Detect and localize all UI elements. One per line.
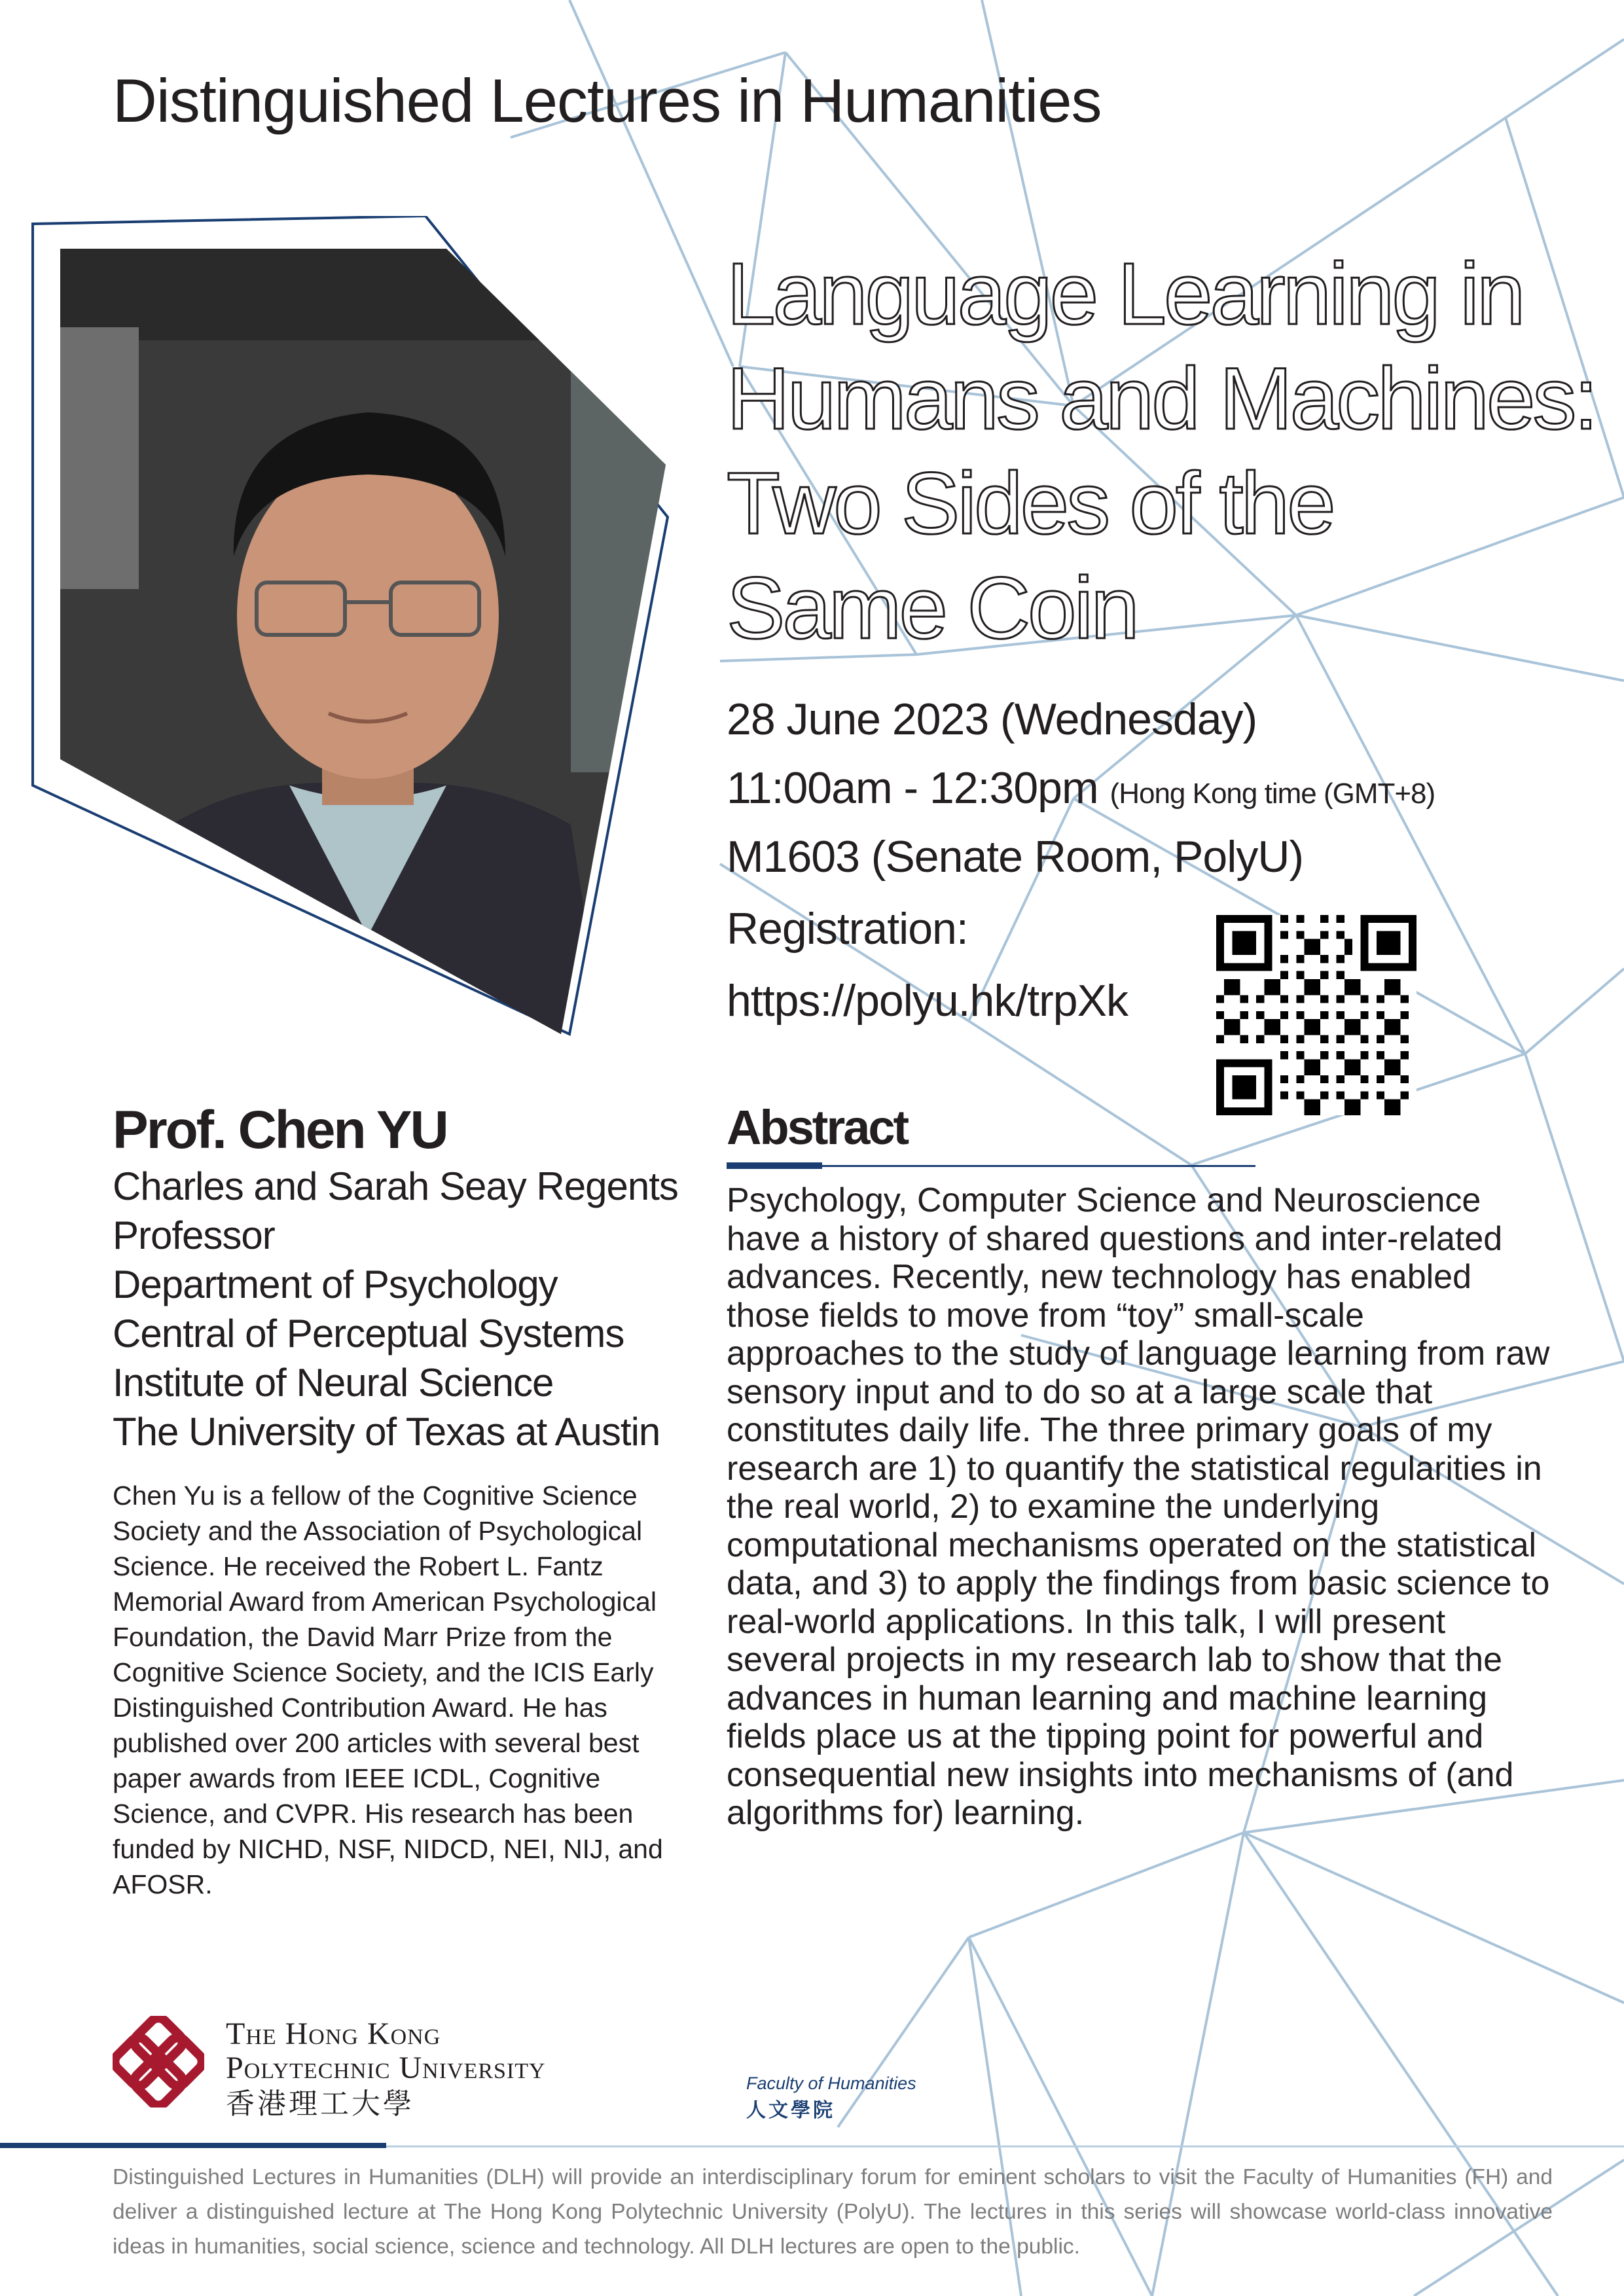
event-time-range: 11:00am - 12:30pm — [727, 763, 1098, 813]
polyu-name-line2: Polytechnic University — [226, 2051, 546, 2085]
speaker-title-line: Professor — [113, 1213, 275, 1257]
lecture-title — [727, 242, 1597, 661]
speaker-photo — [60, 249, 668, 1034]
footer-divider-accent — [0, 2143, 386, 2148]
event-date: 28 June 2023 (Wednesday) — [727, 694, 1257, 744]
speaker-title-line: Charles and Sarah Seay Regents — [113, 1164, 678, 1208]
speaker-titles — [113, 1162, 702, 1456]
speaker-title-line: Department of Psychology — [113, 1263, 558, 1306]
lecture-title-line: Two Sides of the — [727, 455, 1333, 552]
event-venue: M1603 (Senate Room, PolyU) — [727, 832, 1304, 882]
registration-label: Registration: — [727, 904, 968, 954]
speaker-title-line: Institute of Neural Science — [113, 1361, 554, 1405]
abstract-heading: Abstract — [727, 1100, 908, 1155]
abstract-text: Psychology, Computer Science and Neuroscience have a history of shared questions and inter-related advances. Recently, new technology has enabled those fields to move from “toy” small-scale approaches to the study of language learning from raw sensory input and to do so at a large scale that constitutes daily life. The three primary goals of my research are 1) to quantify the statistical regularities in the real world, 2) to examine the underlying computational mechanisms operated on the statistical data, and 3) to apply the findings from basic science to real-world applications. In this talk, I will present several projects in my research lab to show that the advances in human learning and machine learning fields place us at the tipping point for powerful and consequential new insights into mechanisms of (and algorithms for) learning. — [727, 1181, 1550, 1832]
event-time — [727, 762, 1610, 814]
speaker-title-line: The University of Texas at Austin — [113, 1410, 660, 1454]
polyu-logo-icon — [113, 2016, 204, 2108]
speaker-name: Prof. Chen YU — [113, 1100, 447, 1160]
series-title: Distinguished Lectures in Humanities — [113, 66, 1102, 135]
speaker-bio: Chen Yu is a fellow of the Cognitive Science Society and the Association of Psychological Science. He received the Robert L. Fantz Memorial Award from American Psychological Foundation, the David Marr Prize from the Cognitive Science Society, and the ICIS Early Distinguished Contribution Award. He has published over 200 articles with several best paper awards from IEEE ICDL, Cognitive Science, and CVPR. His research has been funded by NICHD, NSF, NIDCD, NEI, NIJ, and AFOSR. — [113, 1480, 663, 1899]
faculty-name-zh: 人文學院 — [746, 2100, 835, 2121]
polyu-name-line1: The Hong Kong — [226, 2017, 441, 2051]
registration-qr-code[interactable] — [1216, 915, 1416, 1115]
abstract-divider-accent — [727, 1162, 822, 1169]
lecture-title-line: Same Coin — [727, 560, 1137, 657]
lecture-title-line: Humans and Machines: — [727, 350, 1596, 448]
footer-description: Distinguished Lectures in Humanities (DLH) will provide an interdisciplinary forum for eminent scholars to visit the Faculty of Humanities (FH) and deliver a distinguished lecture at The Hong Kong Polytechnic University (PolyU). The lectures in this series will showcase world-class innovative ideas in humanities, social science, science and technology. All DLH lectures are open to the public. — [113, 2165, 1553, 2259]
event-time-note: (Hong Kong time (GMT+8) — [1110, 778, 1435, 810]
faculty-name-en: Faculty of Humanities — [746, 2073, 916, 2093]
registration-link[interactable]: https://polyu.hk/trpXk — [727, 976, 1128, 1026]
lecture-title-line: Language Learning in — [727, 245, 1523, 343]
polyu-name-zh: 香港理工大學 — [226, 2088, 414, 2120]
polyu-name — [226, 2017, 546, 2123]
speaker-title-line: Central of Perceptual Systems — [113, 1312, 624, 1355]
faculty-logo — [746, 2073, 916, 2123]
